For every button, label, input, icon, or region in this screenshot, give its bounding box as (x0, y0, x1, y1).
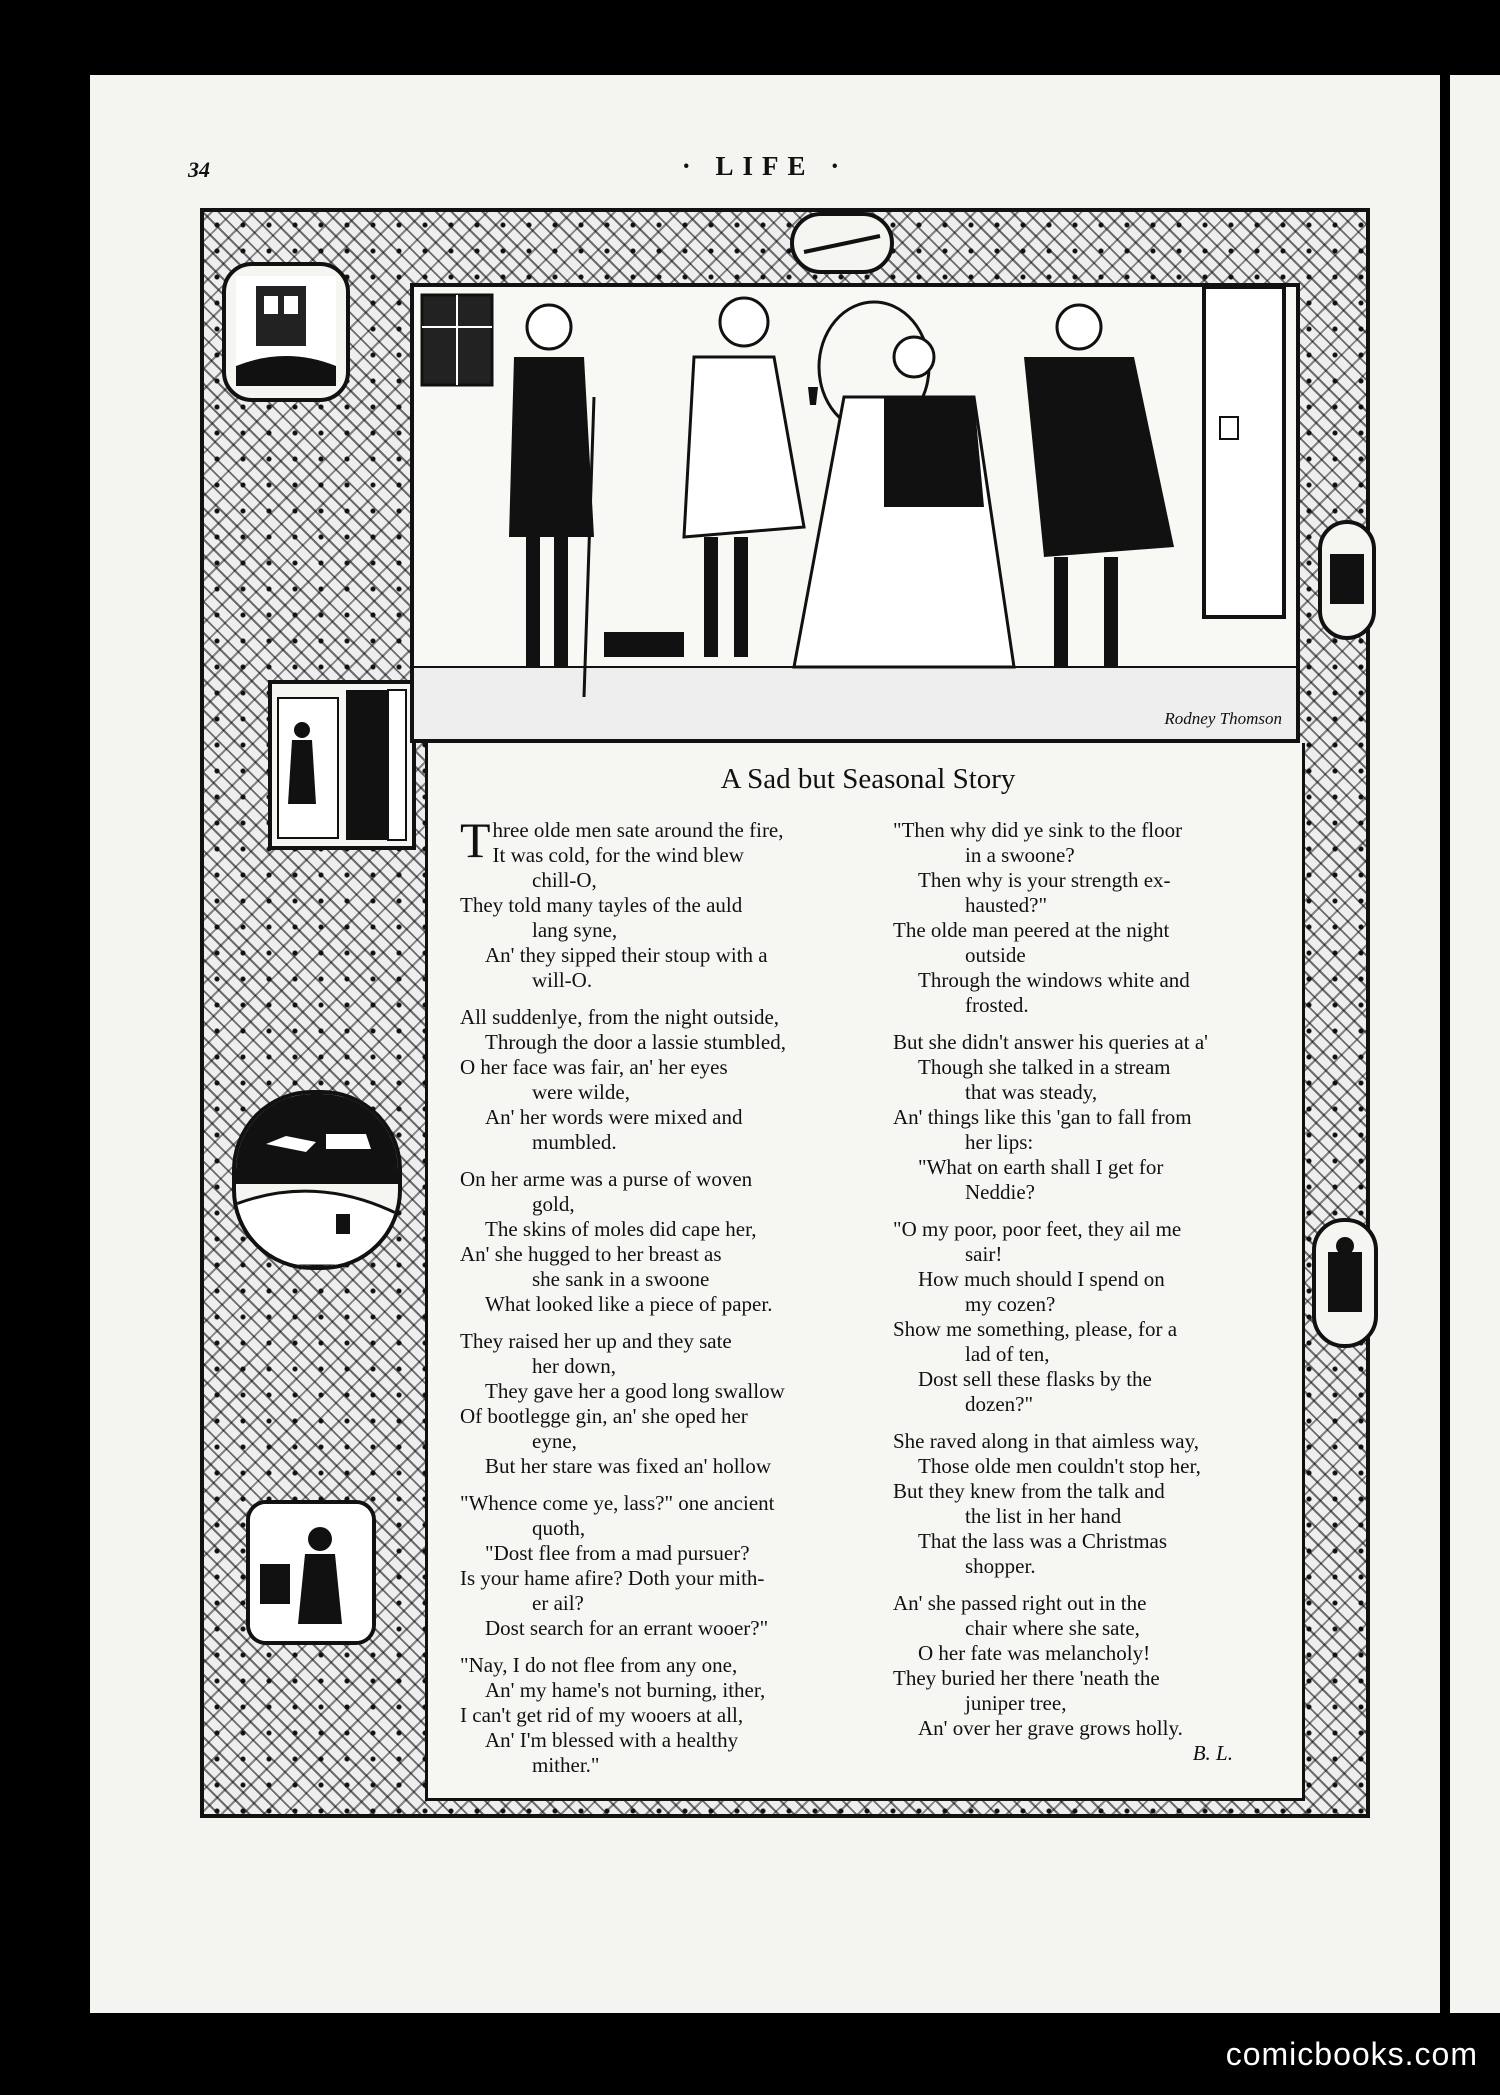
poem-line-text: hree olde men sate around the fire, (492, 818, 784, 842)
poem-line: Show me something, please, for a (893, 1317, 1178, 1341)
poem-line: "What on earth shall I get for (918, 1155, 1164, 1179)
poem-line: Dost search for an errant wooer?" (485, 1616, 769, 1640)
poem-line: will-O. (532, 968, 593, 992)
winter-scene-medallion (222, 262, 350, 402)
poem-line: But her stare was fixed an' hollow (485, 1454, 772, 1478)
poem-line: Of bootlegge gin, an' she oped her (460, 1404, 748, 1428)
poem-line: Though she talked in a stream (918, 1055, 1171, 1079)
poem-line: She raved along in that aimless way, (893, 1429, 1199, 1453)
poem-line: It was cold, for the wind blew (492, 843, 744, 867)
old-men-and-lady-drawing (414, 287, 1296, 739)
poem-line: Through the windows white and (918, 968, 1190, 992)
poem-line: dozen?" (965, 1392, 1034, 1416)
poem-line: her down, (532, 1354, 616, 1378)
poem-stanza (460, 1653, 840, 1778)
poem-stanza (893, 1591, 1273, 1766)
adjacent-page-edge (1450, 75, 1500, 2013)
poem-stanza (460, 812, 840, 993)
poem-line: An' I'm blessed with a healthy (485, 1728, 739, 1752)
poem-line: eyne, (532, 1429, 577, 1453)
poem-line: she sank in a swoone (532, 1267, 710, 1291)
page-number: 34 (188, 157, 210, 182)
poem-line: shopper. (965, 1554, 1036, 1578)
poem-stanza (893, 1429, 1273, 1579)
poem-line: An' my hame's not burning, ither, (485, 1678, 766, 1702)
poem-line: But she didn't answer his queries at a' (893, 1030, 1208, 1054)
poem-line: chill-O, (532, 868, 597, 892)
right-border-medallion-bottom (1312, 1218, 1378, 1348)
poem-stanza (460, 1005, 840, 1155)
poem-line: The olde man peered at the night (893, 918, 1170, 942)
poem-line: They gave her a good long swallow (485, 1379, 785, 1403)
poem-stanza (460, 1329, 840, 1479)
top-border-medallion (790, 212, 894, 274)
poem-line: were wilde, (532, 1080, 630, 1104)
poem-line: frosted. (965, 993, 1029, 1017)
poem-stanza (460, 1491, 840, 1641)
poem-line: An' over her grave grows holly. (918, 1716, 1183, 1740)
sleigh-medallion (232, 1090, 402, 1270)
poem-line: That the lass was a Christmas (918, 1529, 1168, 1553)
poem-line: What looked like a piece of paper. (485, 1292, 773, 1316)
poem-line: sair! (965, 1242, 1003, 1266)
poem-line: er ail? (532, 1591, 584, 1615)
poem-line: lang syne, (532, 918, 618, 942)
poem-line: Neddie? (965, 1180, 1035, 1204)
artist-signature: Rodney Thomson (1164, 709, 1282, 728)
poem-line: How much should I spend on (918, 1267, 1165, 1291)
masthead: · LIFE · (681, 151, 849, 181)
poem-stanza (460, 1167, 840, 1317)
poem-line: lad of ten, (965, 1342, 1050, 1366)
poem-line: They told many tayles of the auld (460, 893, 743, 917)
story-title: A Sad but Seasonal Story (720, 763, 1016, 795)
poem-line: An' she hugged to her breast as (460, 1242, 722, 1266)
poem-line: Is your hame afire? Doth your mith- (460, 1566, 765, 1590)
poem-line: The skins of moles did cape her, (485, 1217, 757, 1241)
poem-line: An' her words were mixed and (485, 1105, 743, 1129)
poem-line: chair where she sate, (965, 1616, 1140, 1640)
poem-line: O her face was fair, an' her eyes (460, 1055, 728, 1079)
poem-line: O her fate was melancholy! (918, 1641, 1151, 1665)
poem-line: hausted?" (965, 893, 1048, 917)
poem-line: Dost sell these flasks by the (918, 1367, 1152, 1391)
poem-line: An' things like this 'gan to fall from (893, 1105, 1192, 1129)
poem-line: They raised her up and they sate (460, 1329, 732, 1353)
poem-line: "Whence come ye, lass?" one ancient (460, 1491, 775, 1515)
poem-line: Those olde men couldn't stop her, (918, 1454, 1201, 1478)
poem-line: outside (965, 943, 1026, 967)
poem-line: my cozen? (965, 1292, 1056, 1316)
poem-line: gold, (532, 1192, 575, 1216)
poem-line: They buried her there 'neath the (893, 1666, 1160, 1690)
site-watermark: comicbooks.com (1225, 2036, 1478, 2072)
poem-line: that was steady, (965, 1080, 1098, 1104)
author-initials: B. L. (1192, 1741, 1233, 1765)
poem-line: in a swoone? (965, 843, 1075, 867)
poem-line: quoth, (532, 1516, 586, 1540)
right-border-medallion-top (1318, 520, 1376, 640)
poem-right-column (893, 818, 1273, 1778)
initial-doorway-scene (272, 684, 412, 846)
poem-line: the list in her hand (965, 1504, 1122, 1528)
poem-line: mumbled. (532, 1130, 617, 1154)
poem-line: All suddenlye, from the night outside, (460, 1005, 780, 1029)
drop-cap: T (460, 812, 491, 868)
poem-line: I can't get rid of my wooers at all, (460, 1703, 744, 1727)
poem-line: An' they sipped their stoup with a (485, 943, 768, 967)
story-illustration (410, 283, 1300, 743)
poem-line: Then why is your strength ex- (918, 868, 1171, 892)
poem-line: An' she passed right out in the (893, 1591, 1147, 1615)
poem-stanza (893, 818, 1273, 1018)
poem-left-column (460, 812, 840, 1790)
poem-stanza (893, 1030, 1273, 1205)
poem-line: her lips: (965, 1130, 1034, 1154)
fireside-figure-medallion (246, 1500, 376, 1645)
poem-line: On her arme was a purse of woven (460, 1167, 753, 1191)
poem-line: "O my poor, poor feet, they ail me (893, 1217, 1182, 1241)
poem-line: Through the door a lassie stumbled, (485, 1030, 786, 1054)
poem-line: "Dost flee from a mad pursuer? (485, 1541, 750, 1565)
story-panel (425, 743, 1305, 1801)
poem-stanza (893, 1217, 1273, 1417)
poem-line: But they knew from the talk and (893, 1479, 1165, 1503)
poem-line: mither." (532, 1753, 600, 1777)
poem-line: "Then why did ye sink to the floor (893, 818, 1183, 842)
poem-line: "Nay, I do not flee from any one, (460, 1653, 738, 1677)
decorated-initial-t (268, 680, 416, 850)
poem-line: juniper tree, (965, 1691, 1067, 1715)
